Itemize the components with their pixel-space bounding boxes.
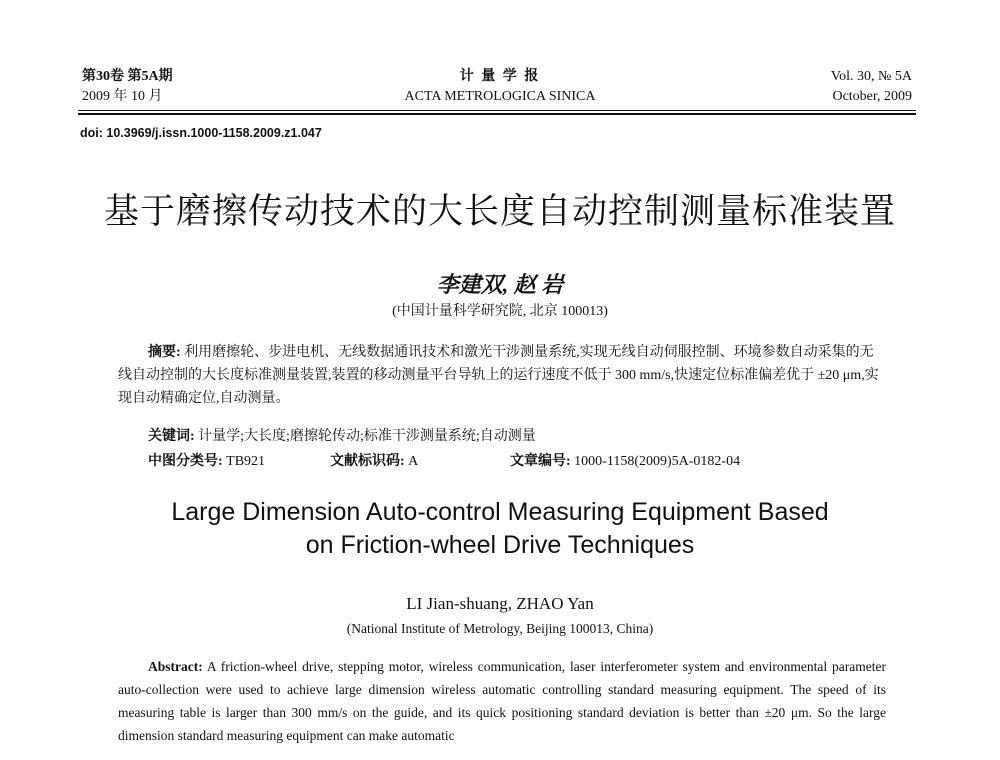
keywords-cn-label: 关键词: [148,429,195,444]
abstract-cn [118,341,886,410]
affiliation-cn: (中国计量科学研究院, 北京 100013) [392,304,608,319]
journal-date-cn: 2009 年 10 月 [82,89,163,104]
header-rule-bottom [78,113,916,115]
article-number [510,450,740,470]
header-rule-top [78,110,916,111]
journal-volume-issue-cn: 第30卷 第5A期 [82,69,173,84]
journal-title-en: ACTA METROLOGICA SINICA [404,89,596,104]
abstract-cn-text: 利用磨擦轮、步进电机、无线数据通讯技术和激光干涉测量系统,实现无线自动伺服控制、环境参数自动采集的无线自动控制的大长度标准测量装置,装置的移动测量平台导轨上的运行速度不低于 300 mm/s,快速定位标准偏差优于 ±20 μm,实现自动精确定位,自动测量。 [118,345,879,406]
document-code-value: A [408,454,419,469]
document-code [330,450,418,470]
document-code-label: 文献标识码: [330,454,405,469]
abstract-cn-label: 摘要: [148,345,181,360]
keywords-cn-text: 计量学;大长度;磨擦轮传动;标准干涉测量系统;自动测量 [198,429,536,444]
abstract-en [118,655,886,747]
authors-en: LI Jian-shuang, ZHAO Yan [406,594,594,613]
article-number-label: 文章编号: [510,454,571,469]
article-number-value: 1000-1158(2009)5A-0182-04 [574,454,741,469]
clc-value: TB921 [226,454,266,469]
authors-cn: 李建双, 赵 岩 [436,272,564,297]
keywords-cn [148,425,536,445]
journal-volume-en: Vol. 30, № 5A [830,69,912,84]
clc-number [148,450,265,470]
paper-title-en: Large Dimension Auto-control Measuring Equipment Based on Friction-wheel Drive Techniques [171,498,829,559]
clc-label: 中图分类号: [148,454,223,469]
abstract-en-text: A friction-wheel drive, stepping motor, wireless communication, laser interferometer system and environmental parameter auto-collection were used to achieve large dimension wireless automatic controlling standard measuring equipment. The speed of its measuring table is larger than 300 mm/s on the guide, and its quick positioning standard deviation is better than ±20 μm. So the large dimension standard measuring equipment can make automatic [118,659,886,743]
paper-title-cn: 基于磨擦传动技术的大长度自动控制测量标准装置 [103,192,896,231]
journal-title-cn: 计 量 学 报 [459,69,541,84]
abstract-en-label: Abstract: [148,659,203,674]
affiliation-en: (National Institute of Metrology, Beijing 100013, China) [346,621,654,636]
journal-date-en: October, 2009 [832,89,912,104]
doi-line: doi: 10.3969/j.issn.1000-1158.2009.z1.047 [80,126,322,140]
